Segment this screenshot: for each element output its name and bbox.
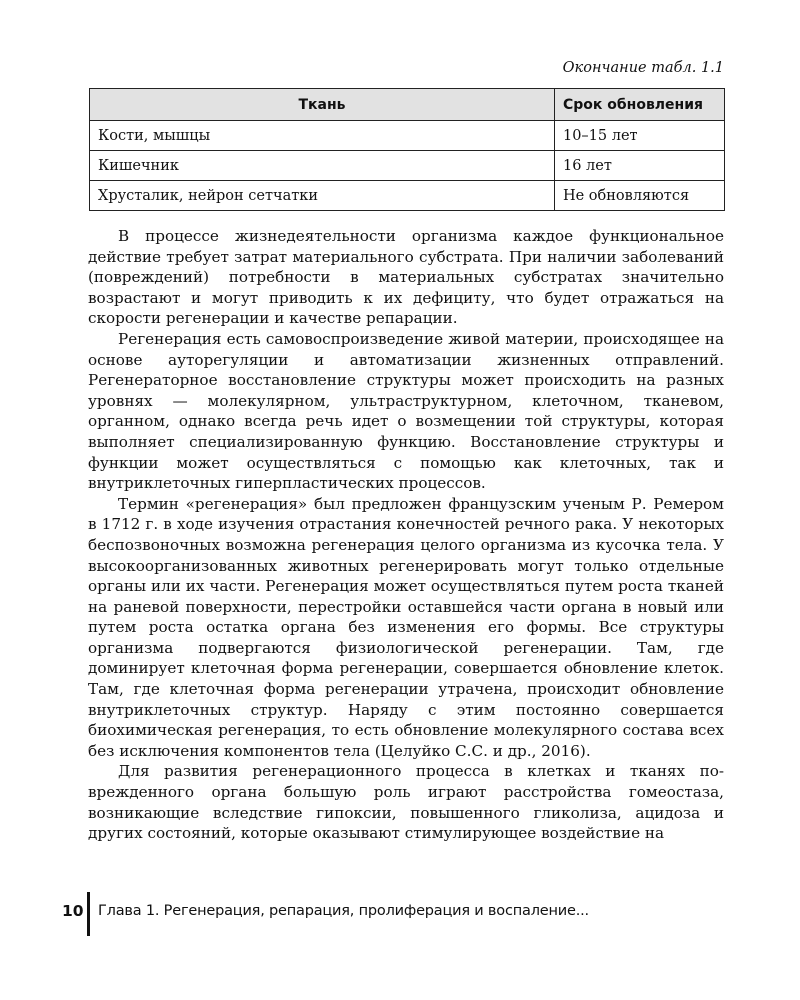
body-text	[88, 226, 724, 844]
table-cell: Хрусталик, нейрон сетчатки	[90, 181, 555, 211]
column-header-renewal-period: Срок обновления	[554, 89, 724, 121]
table-row	[90, 181, 725, 211]
paragraph: В процессе жизнедеятельности организма каждое функциональное действие требует затрат материального субстрата. При наличии заболеваний (повреждений) потребности в материальных субстратах значительно возрастают и могут приводить к их дефициту, что будет отражаться на скорости регенерации и качестве репарации.	[88, 227, 724, 328]
column-header-tissue: Ткань	[90, 89, 555, 121]
table-cell: Кости, мышцы	[90, 121, 555, 151]
table-row	[90, 151, 725, 181]
page-footer	[62, 892, 762, 936]
table-cell: Не обновляются	[554, 181, 724, 211]
renewal-table	[89, 88, 725, 211]
table-header-row	[90, 89, 725, 121]
table-cell: Кишечник	[90, 151, 555, 181]
paragraph: Для развития регенерационного процесса в клетках и тканях поврежденного органа большую роль играют расстройства гомеостаза, возникающие вследствие гипоксии, повышенного гликолиза, ацидоза и других состояний, которые оказывают стимулирующее воздействие на	[88, 762, 724, 843]
page-number: 10	[62, 902, 84, 920]
paragraph: Регенерация есть самовоспроизведение живой материи, происходящее на основе ауторегуляции и автоматизации жизненных отправлений. Регенераторное восстановление структуры может происходить на разных уровнях — молекулярном, ультраструктурном, клеточном, тканевом, органном, однако всегда речь идет о возмещении той структуры, которая выполняет специализированную функцию. Восстановление структуры и функции может осуществляться с помощью как клеточных, так и внутриклеточных гиперпластических процессов.	[88, 329, 724, 493]
running-chapter-title: Глава 1. Регенерация, репарация, пролиферация и воспаление...	[98, 903, 589, 919]
table-cell: 16 лет	[554, 151, 724, 181]
table-caption: Окончание табл. 1.1	[562, 60, 724, 76]
footer-divider	[87, 892, 90, 936]
paragraph: Термин «регенерация» был предложен французским ученым Р. Ремером в 1712 г. в ходе изучения отрастания конечностей речного рака. У некоторых беспозвоночных возможна регенерация целого организма из кусочка тела. У высокоорганизованных животных регенерировать могут только отдельные органы или их части. Регенерация может осуществляться путем роста тканей на раневой поверхности, перестройки оставшейся части органа в новый или путем роста остатка органа без изменения его формы. Все структуры организма подвергаются физиологической регенерации. Там, где доминирует клеточная форма регенерации, совершается обновление клеток. Там, где клеточная форма регенерации утрачена, происходит обновление внутриклеточных структур. Наряду с этим постоянно совершается биохимическая регенерация, то есть обновление молекулярного состава всех без исключения компонентов тела (Целуйко С.С. и др., 2016).	[88, 494, 724, 760]
table-row	[90, 121, 725, 151]
table-cell: 10–15 лет	[554, 121, 724, 151]
